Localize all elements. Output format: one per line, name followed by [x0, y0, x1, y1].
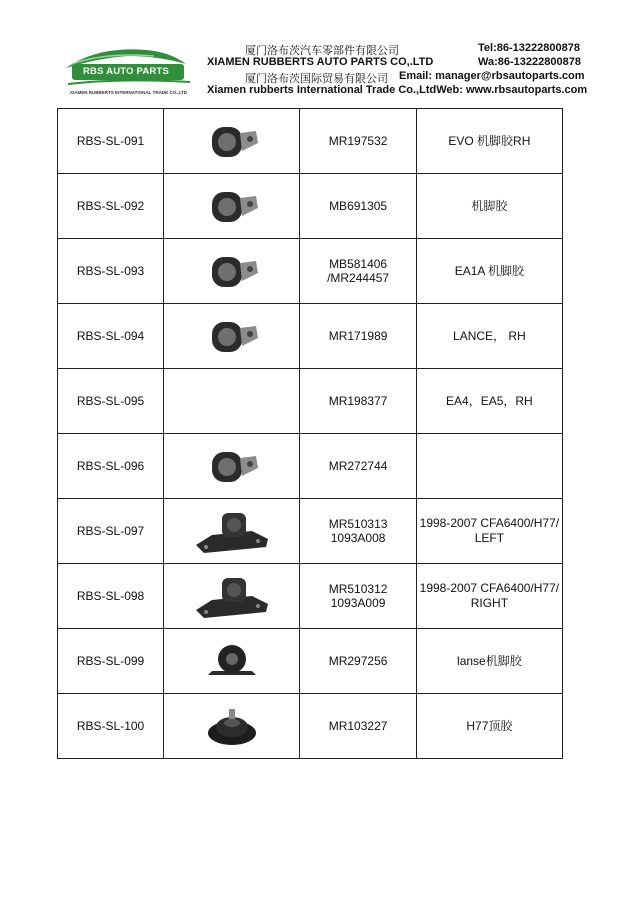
company-logo: [58, 42, 198, 100]
part-code: RBS-SL-098: [58, 564, 164, 629]
parts-table: [57, 108, 563, 759]
table-row: [58, 694, 563, 759]
part-code: RBS-SL-093: [58, 239, 164, 304]
part-image-engine-mount: [164, 434, 300, 499]
part-description: lanse机脚胶: [416, 629, 562, 694]
table-row: [58, 629, 563, 694]
table-row: [58, 109, 563, 174]
part-image-engine-mount: [164, 304, 300, 369]
table-row: [58, 564, 563, 629]
oem-number: MR198377: [300, 369, 416, 434]
tel: Tel:86-13222800878: [478, 42, 580, 54]
logo-subtext: XIAMEN RUBBERTS INTERNATIONAL TRADE CO.,LTD: [70, 90, 187, 95]
trade-company-cn: 厦门洛布茨国际贸易有限公司: [245, 73, 388, 85]
part-image-bracket-mount: [164, 499, 300, 564]
part-code: RBS-SL-095: [58, 369, 164, 434]
whatsapp: Wa:86-13222800878: [478, 56, 581, 68]
part-image-bracket-mount: [164, 564, 300, 629]
part-code: RBS-SL-097: [58, 499, 164, 564]
part-code: RBS-SL-100: [58, 694, 164, 759]
part-description: EA4，EA5，RH: [416, 369, 562, 434]
table-row: [58, 499, 563, 564]
oem-number: MR297256: [300, 629, 416, 694]
part-description: EA1A 机脚胶: [416, 239, 562, 304]
oem-number: MR171989: [300, 304, 416, 369]
table-row: [58, 174, 563, 239]
company-en-name: XIAMEN RUBBERTS AUTO PARTS CO,.LTD: [207, 56, 434, 68]
table-row: [58, 434, 563, 499]
company-cn-name: 厦门洛布茨汽车零部件有限公司: [245, 45, 399, 57]
oem-number: MB581406 /MR244457: [300, 239, 416, 304]
part-code: RBS-SL-091: [58, 109, 164, 174]
logo-text: RBS AUTO PARTS: [83, 66, 170, 77]
part-description: 1998-2007 CFA6400/H77/ LEFT: [416, 499, 562, 564]
part-description: H77顶胶: [416, 694, 562, 759]
part-image-round-mount: [164, 629, 300, 694]
part-description: EVO 机脚胶RH: [416, 109, 562, 174]
part-description: 1998-2007 CFA6400/H77/ RIGHT: [416, 564, 562, 629]
part-code: RBS-SL-099: [58, 629, 164, 694]
part-image-engine-mount: [164, 109, 300, 174]
part-image-engine-mount: [164, 174, 300, 239]
page-header: [0, 0, 638, 100]
table-row: [58, 239, 563, 304]
part-code: RBS-SL-092: [58, 174, 164, 239]
part-image-strut-mount: [164, 694, 300, 759]
table-row: [58, 304, 563, 369]
email: Email: manager@rbsautoparts.com: [399, 70, 585, 82]
table-row: [58, 369, 563, 434]
oem-number: MR272744: [300, 434, 416, 499]
oem-number: MR510312 1093A009: [300, 564, 416, 629]
oem-number: MR197532: [300, 109, 416, 174]
part-code: RBS-SL-096: [58, 434, 164, 499]
part-code: RBS-SL-094: [58, 304, 164, 369]
oem-number: MR103227: [300, 694, 416, 759]
part-description: LANCE， RH: [416, 304, 562, 369]
company-web-line: Xiamen rubberts International Trade Co.,LtdWeb: www.rbsautoparts.com: [207, 84, 588, 96]
part-image-empty: [164, 369, 300, 434]
part-description: 机脚胶: [416, 174, 562, 239]
oem-number: MB691305: [300, 174, 416, 239]
part-image-engine-mount: [164, 239, 300, 304]
part-description: [416, 434, 562, 499]
oem-number: MR510313 1093A008: [300, 499, 416, 564]
